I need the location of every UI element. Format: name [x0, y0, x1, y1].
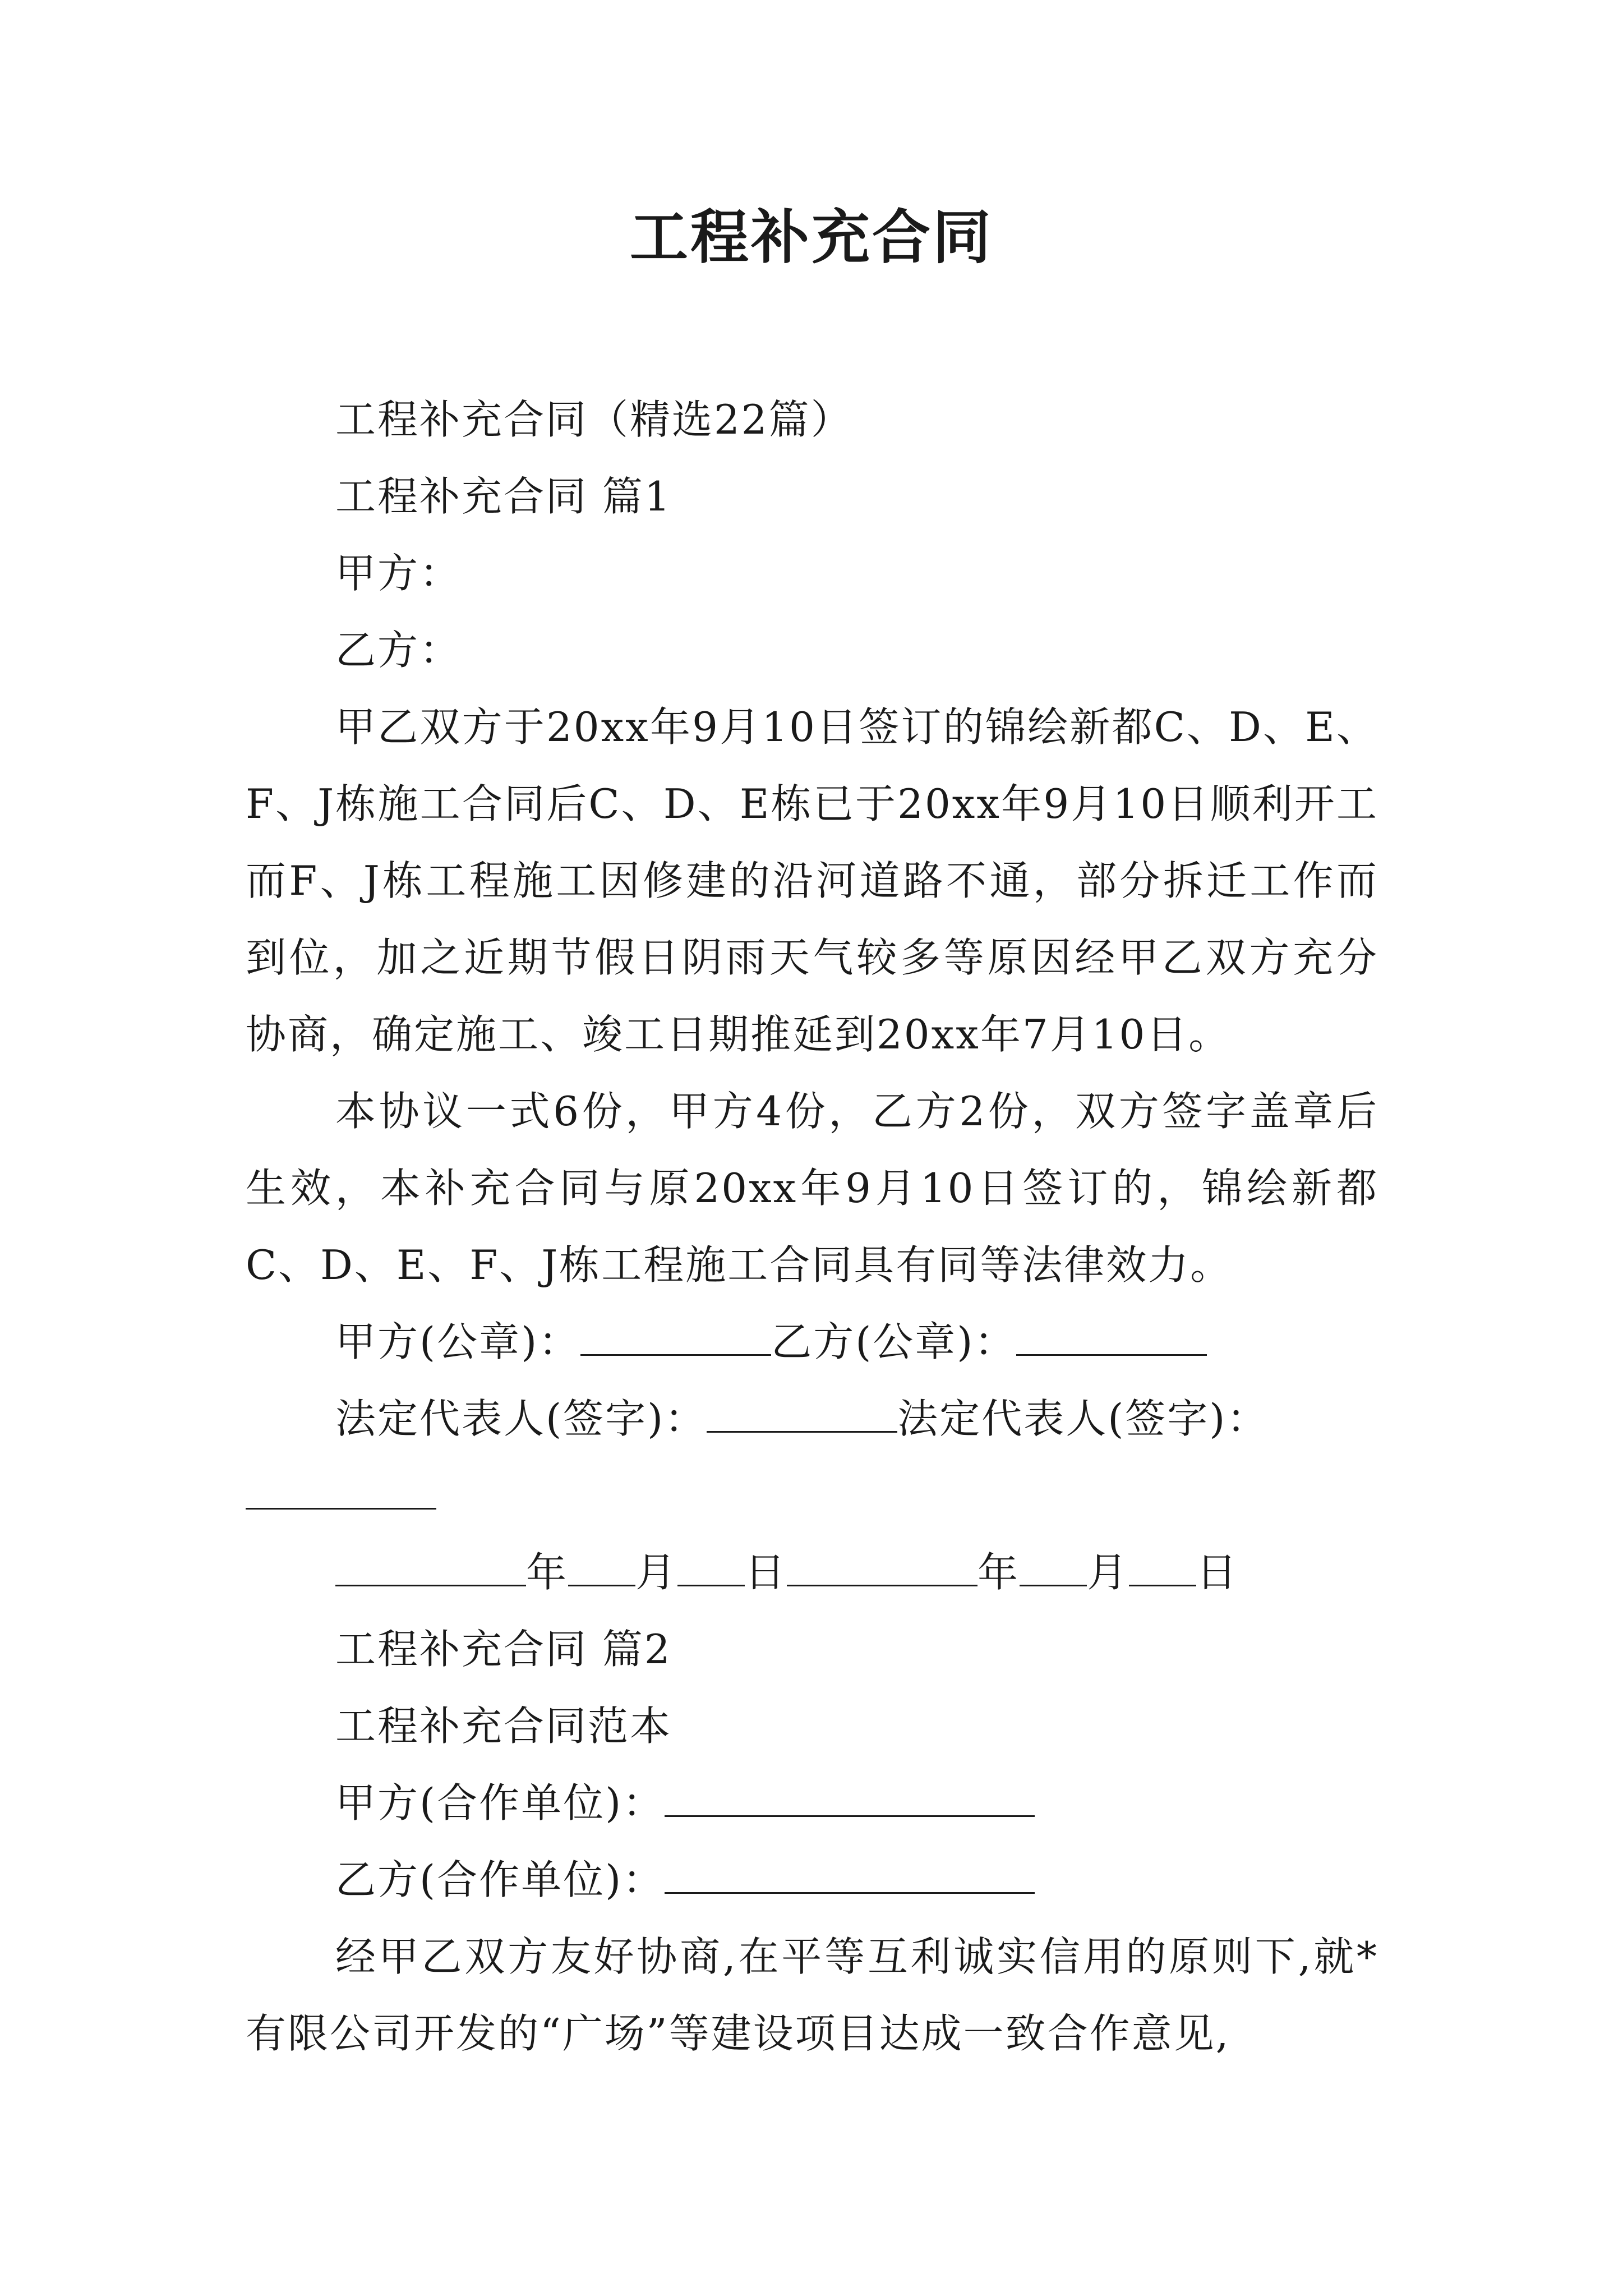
document-title: 工程补充合同: [629, 203, 993, 272]
year-a-blank: [335, 1551, 526, 1586]
seal-b-label: 乙方(公章)：: [771, 1318, 1017, 1365]
rep-b-label: 法定代表人(签字)：: [897, 1395, 1269, 1442]
section-heading-2: 工程补充合同 篇2: [335, 1626, 672, 1673]
day-b-label: 日: [1196, 1549, 1239, 1596]
sample-title: 工程补充合同范本: [335, 1703, 672, 1750]
year-b-blank: [787, 1551, 978, 1586]
partner-b-line: [246, 1842, 1378, 1918]
year-b-label: 年: [978, 1549, 1020, 1596]
section2-paragraph-1: 经甲乙双方友好协商,在平等互利诚实信用的原则下,就*有限公司开发的“广场”等建设项目达成一致合作意见,: [246, 1933, 1378, 2057]
seal-a-blank: [580, 1320, 771, 1356]
representative-line: [246, 1381, 1378, 1457]
rep-a-label: 法定代表人(签字)：: [335, 1395, 707, 1442]
document-subtitle: 工程补充合同（精选22篇）: [335, 396, 853, 443]
rep-b-blank-line: [246, 1457, 1378, 1534]
date-line: [246, 1534, 1378, 1611]
party-a-label: 甲方：: [335, 550, 462, 597]
seal-a-label: 甲方(公章)：: [335, 1318, 581, 1365]
partner-b-blank: [665, 1858, 1035, 1894]
contract-paragraph-1: 甲乙双方于20xx年9月10日签订的锦绘新都C、D、E、F、J栋施工合同后C、D、E栋已于20xx年9月10日顺利开工而F、J栋工程施工因修建的沿河道路不通，部分拆迁工作而到位，加之近期节假日阴雨天气较多等原因经甲乙双方充分协商，确定施工、竣工日期推延到20xx年7月10日。: [246, 703, 1378, 1058]
day-a-label: 日: [745, 1549, 787, 1596]
month-b-blank: [1020, 1551, 1087, 1586]
partner-a-line: [246, 1765, 1378, 1842]
partner-b-label: 乙方(合作单位)：: [335, 1856, 665, 1903]
section-heading-1: 工程补充合同 篇1: [335, 473, 672, 520]
year-a-label: 年: [526, 1549, 569, 1596]
partner-a-blank: [665, 1782, 1035, 1817]
document-body: [246, 381, 1378, 2072]
seal-line: [246, 1304, 1378, 1381]
partner-a-label: 甲方(合作单位)：: [335, 1779, 665, 1826]
seal-b-blank: [1016, 1320, 1207, 1356]
day-a-blank: [677, 1551, 745, 1586]
month-b-label: 月: [1087, 1549, 1129, 1596]
month-a-label: 月: [635, 1549, 678, 1596]
contract-paragraph-2: 本协议一式6份，甲方4份，乙方2份，双方签字盖章后生效，本补充合同与原20xx年9月10日签订的，锦绘新都C、D、E、F、J栋工程施工合同具有同等法律效力。: [246, 1088, 1378, 1289]
rep-a-blank: [707, 1397, 897, 1433]
party-b-label: 乙方：: [335, 627, 462, 674]
rep-b-blank: [246, 1474, 436, 1510]
day-b-blank: [1129, 1551, 1196, 1586]
month-a-blank: [568, 1551, 635, 1586]
